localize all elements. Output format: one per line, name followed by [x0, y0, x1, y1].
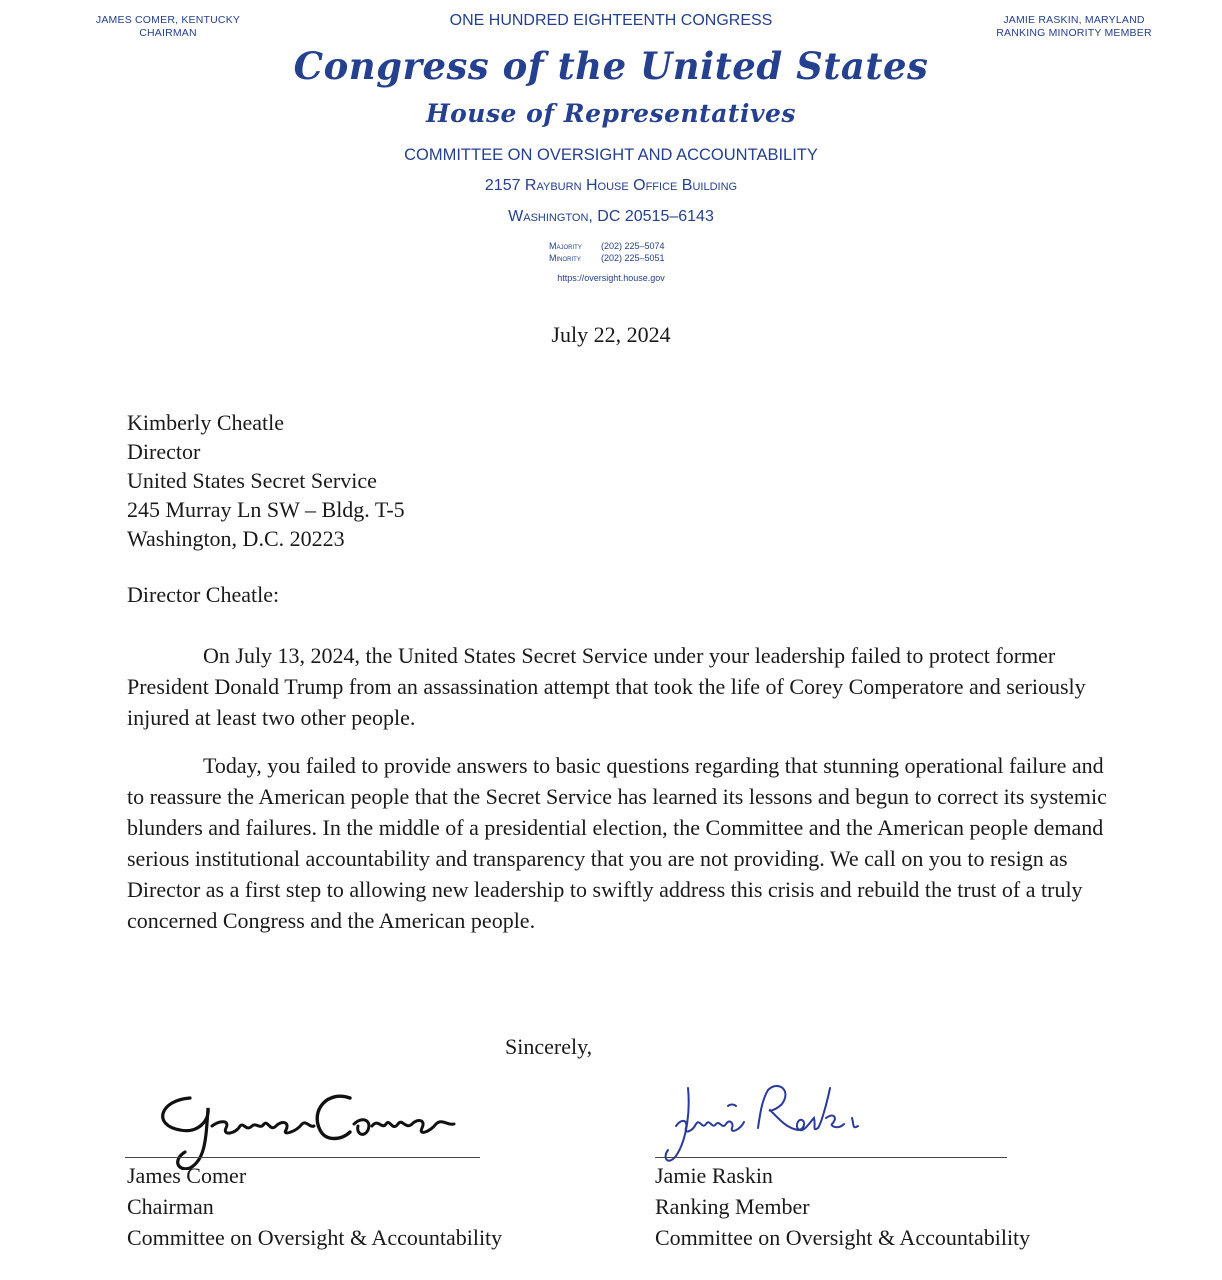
majority-phone-row: [549, 240, 665, 252]
recipient-address: [127, 408, 405, 553]
minority-phone: (202) 225–5051: [601, 253, 665, 263]
phone-numbers: [549, 240, 665, 264]
signer-title: Ranking Member: [655, 1194, 810, 1219]
ranking-member-title: RANKING MINORITY MEMBER: [996, 27, 1152, 39]
signer-name: James Comer: [127, 1163, 247, 1188]
majority-phone: (202) 225–5074: [601, 241, 665, 251]
signer-committee: Committee on Oversight & Accountability: [655, 1225, 1031, 1250]
body-paragraph: Today, you failed to provide answers to basic questions regarding that stunning operational failure and to reassure the American people that the Secret Service has learned its lessons and begun to correct its systemic blunders and failures. In the middle of a presidential election, the Committee and the American people demand serious institutional accountability and transparency that you are not providing. We call on you to resign as Director as a first step to allowing new leadership to swiftly address this crisis and rebuild the trust of a truly concerned Congress and the American people.: [127, 753, 1107, 933]
letterhead-subtitle: House of Representatives: [426, 99, 796, 128]
signature-block-comer: [127, 1160, 502, 1253]
raskin-signature-image: [658, 1078, 898, 1168]
signer-committee: Committee on Oversight & Accountability: [127, 1225, 503, 1250]
recipient-name: Kimberly Cheatle: [127, 410, 285, 435]
recipient-agency: United States Secret Service: [127, 468, 377, 493]
signature-line: [125, 1157, 480, 1158]
signature-block-raskin: [655, 1160, 1030, 1253]
website-link[interactable]: https://oversight.house.gov: [557, 273, 665, 283]
recipient-street: 245 Murray Ln SW – Bldg. T-5: [127, 497, 405, 522]
closing: Sincerely,: [505, 1034, 593, 1059]
chairman-title: CHAIRMAN: [139, 27, 197, 39]
signer-name: Jamie Raskin: [655, 1163, 773, 1188]
minority-phone-row: [549, 252, 665, 264]
signature-line: [655, 1157, 1007, 1158]
chairman-name: JAMES COMER, KENTUCKY: [95, 14, 241, 26]
signer-title: Chairman: [127, 1194, 214, 1219]
congress-number: ONE HUNDRED EIGHTEENTH CONGRESS: [449, 12, 773, 29]
letterhead-title: Congress of the United States: [293, 44, 929, 88]
minority-label: Minority: [549, 253, 581, 263]
recipient-city: Washington, D.C. 20223: [127, 526, 345, 551]
office-address: 2157 Rayburn House Office Building: [484, 177, 738, 194]
ranking-member-name: JAMIE RASKIN, MARYLAND: [1003, 14, 1145, 26]
ranking-member-header: [984, 14, 1164, 40]
salutation: Director Cheatle:: [127, 582, 280, 607]
body-paragraph: On July 13, 2024, the United States Secret Service under your leadership failed to protect former President Donald Trump from an assassination attempt that took the life of Corey Comperatore and seriously injured at least two other people.: [127, 643, 1086, 730]
majority-label: Majority: [549, 241, 582, 251]
recipient-title: Director: [127, 439, 201, 464]
committee-name: COMMITTEE ON OVERSIGHT AND ACCOUNTABILITY: [404, 146, 818, 164]
office-city: Washington, DC 20515–6143: [508, 208, 714, 225]
letter-date: July 22, 2024: [551, 322, 671, 347]
